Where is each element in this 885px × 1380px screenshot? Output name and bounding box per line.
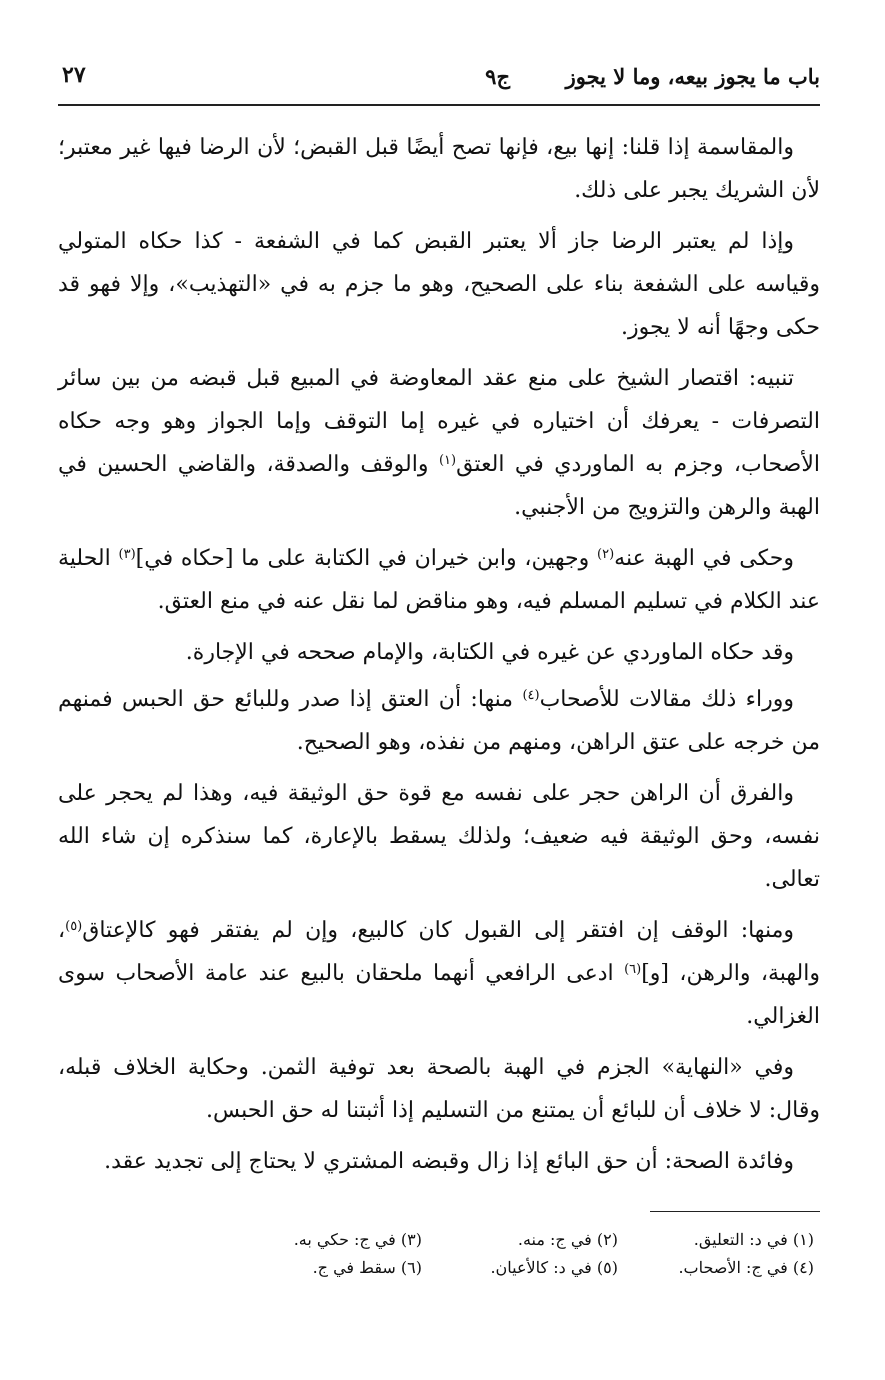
footnote-2: (٢) في ج: منه. <box>517 1230 618 1249</box>
footnote-1: (١) في د: التعليق. <box>693 1230 814 1249</box>
paragraph <box>58 772 820 901</box>
paragraph <box>58 1046 820 1132</box>
footnote-ref[interactable]: (١) <box>438 453 457 468</box>
footnote-4: (٤) في ج: الأصحاب. <box>678 1258 814 1277</box>
paragraph <box>58 909 820 1038</box>
footnote-ref[interactable]: (٦) <box>624 962 642 977</box>
main-text <box>58 126 820 1183</box>
footnote-ref[interactable]: (٣) <box>118 547 136 562</box>
footnote-ref[interactable]: (٥) <box>65 919 83 934</box>
page-number: ٢٧ <box>62 62 86 88</box>
footnote-row <box>58 1254 820 1282</box>
footnote-5: (٥) في د: كالأعيان. <box>490 1258 618 1277</box>
paragraph-text: وفائدة الصحة: أن حق البائع إذا زال وقبضه المشتري لا يحتاج إلى تجديد عقد. <box>104 1149 794 1174</box>
paragraph-text: منها: أن العتق إذا صدر وللبائع حق الحبس فمنهم من خرجه على عتق الراهن، ومنهم من نفذه، وهو الصحيح. <box>58 687 820 755</box>
book-page <box>58 58 820 1282</box>
paragraph <box>58 357 820 529</box>
footnote-row <box>58 1226 820 1254</box>
paragraph <box>58 1140 820 1183</box>
paragraph-text: تنبيه: اقتصار الشيخ على منع عقد المعاوضة في المبيع قبل قبضه من بين سائر التصرفات - يعرفك أن اختياره في غيره إما التوقف وإما الجواز وهو وجه حكاه الأصحاب، وجزم به الماوردي في العتق <box>58 366 820 477</box>
paragraph-text: ومنها: الوقف إن افتقر إلى القبول كان كالبيع، وإن لم يفتقر فهو كالإعتاق <box>82 918 794 943</box>
footnotes <box>58 1226 820 1282</box>
footnote-3: (٣) في ج: حكي به. <box>293 1230 422 1249</box>
paragraph-text: وإذا لم يعتبر الرضا جاز ألا يعتبر القبض كما في الشفعة - كذا حكاه المتولي وقياسه على الشفعة بناء على الصحيح، وهو ما جزم به في «التهذيب»، وإلا فهو قد حكى وجهًا أنه لا يجوز. <box>58 229 820 340</box>
paragraph-text: ادعى الرافعي أنهما ملحقان بالبيع عند عامة الأصحاب سوى الغزالي. <box>58 961 820 1029</box>
paragraph <box>58 126 820 212</box>
footnote-divider <box>650 1211 820 1212</box>
paragraph-text: ، والهبة، والرهن، [و] <box>58 918 820 986</box>
paragraph-text: وقد حكاه الماوردي عن غيره في الكتابة، والإمام صححه في الإجارة. <box>185 640 794 665</box>
paragraph-text: والوقف والصدقة، والقاضي الحسين في الهبة والرهن والتزويج من الأجنبي. <box>58 452 820 520</box>
running-title: باب ما يجوز بيعه، وما لا يجوز <box>565 64 820 89</box>
volume-label: ج٩ <box>485 64 510 89</box>
footnote-ref[interactable]: (٢) <box>597 547 615 562</box>
paragraph-text: الحلية عند الكلام في تسليم المسلم فيه، وهو مناقض لما نقل عنه في منع العتق. <box>58 546 820 614</box>
paragraph <box>58 220 820 349</box>
paragraph <box>58 678 820 764</box>
paragraph <box>58 537 820 623</box>
footnote-6: (٦) سقط في ج. <box>312 1258 422 1277</box>
paragraph-text: وجهين، وابن خيران في الكتابة على ما [حكاه في] <box>135 546 598 571</box>
footnote-ref[interactable]: (٤) <box>522 688 540 703</box>
paragraph-text: ووراء ذلك مقالات للأصحاب <box>539 687 795 712</box>
paragraph <box>58 631 820 674</box>
paragraph-text: والمقاسمة إذا قلنا: إنها بيع، فإنها تصح أيضًا قبل القبض؛ لأن الرضا فيها غير معتبر؛ لأن الشريك يجبر على ذلك. <box>58 135 820 203</box>
paragraph-text: وفي «النهاية» الجزم في الهبة بالصحة بعد توفية الثمن. وحكاية الخلاف قبله، وقال: لا خلاف أن للبائع أن يمتنع من التسليم إذا أثبتنا له حق الحبس. <box>58 1055 820 1123</box>
paragraph-text: وحكى في الهبة عنه <box>614 546 795 571</box>
page-header <box>58 58 820 106</box>
paragraph-text: والفرق أن الراهن حجر على نفسه مع قوة حق الوثيقة فيه، وهذا لم يحجر على نفسه، وحق الوثيقة فيه ضعيف؛ ولذلك يسقط بالإعارة، كما سنذكره إن شاء الله تعالى. <box>58 781 820 892</box>
